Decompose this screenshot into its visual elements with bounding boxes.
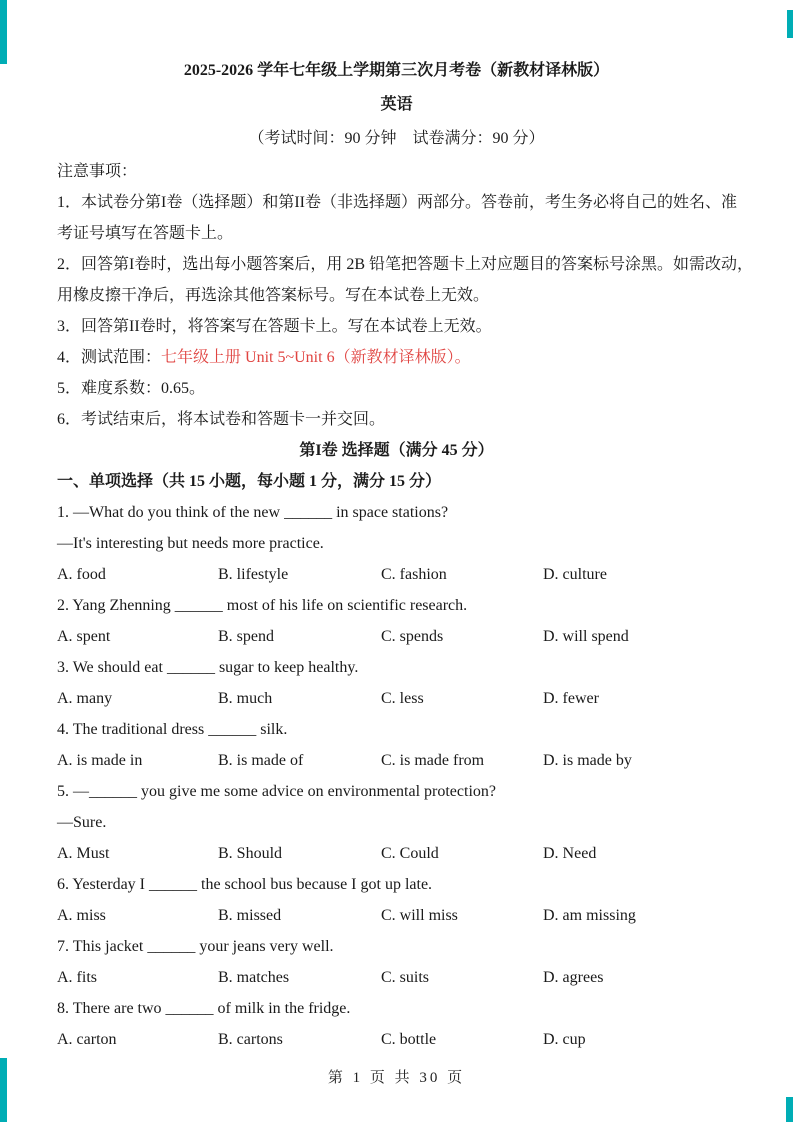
option-a: A. many xyxy=(57,690,113,707)
option-d: D. fewer xyxy=(543,690,599,707)
note-1-line-1: 1．本试卷分第I卷（选择题）和第II卷（非选择题）两部分。答卷前，考生务必将自己的姓名、准 xyxy=(57,194,737,211)
option-d: D. agrees xyxy=(543,969,604,986)
note-4-scope-highlight: 七年级上册 Unit 5~Unit 6（新教材译林版）。 xyxy=(161,349,471,366)
option-b: B. cartons xyxy=(218,1031,283,1048)
note-3: 3．回答第II卷时，将答案写在答题卡上。写在本试卷上无效。 xyxy=(57,318,492,335)
option-b: B. matches xyxy=(218,969,290,986)
option-a: A. spent xyxy=(57,628,111,645)
edge-mark-bottom-right xyxy=(786,1097,793,1122)
option-a: A. fits xyxy=(57,969,97,986)
multiple-choice-heading: 一、单项选择（共 15 小题，每小题 1 分，满分 15 分） xyxy=(57,473,442,490)
option-a: A. food xyxy=(57,566,106,583)
question-stem: 8. There are two ______ of milk in the fridge. xyxy=(57,1000,351,1017)
note-1-line-2: 考证号填写在答题卡上。 xyxy=(57,225,234,242)
question-stem: 2. Yang Zhenning ______ most of his life on scientific research. xyxy=(57,597,468,614)
note-2-line-2: 用橡皮擦干净后，再选涂其他答案标号。写在本试卷上无效。 xyxy=(57,287,490,304)
option-b: B. much xyxy=(218,690,273,707)
note-4 xyxy=(57,342,736,373)
option-a: A. is made in xyxy=(57,752,143,769)
option-d: D. cup xyxy=(543,1031,586,1048)
option-c: C. fashion xyxy=(381,566,447,583)
option-a: A. Must xyxy=(57,845,110,862)
option-c: C. will miss xyxy=(381,907,458,924)
option-b: B. Should xyxy=(218,845,283,862)
question-options xyxy=(57,745,736,776)
option-c: C. Could xyxy=(381,845,439,862)
question-options xyxy=(57,900,736,931)
part1-section-header: 第I卷 选择题（满分 45 分） xyxy=(299,442,494,459)
option-b: B. spend xyxy=(218,628,274,645)
question-stem: 6. Yesterday I ______ the school bus because I got up late. xyxy=(57,876,433,893)
option-d: D. Need xyxy=(543,845,597,862)
notes-heading: 注意事项： xyxy=(57,163,138,180)
question-8 xyxy=(57,993,736,1055)
note-2-line-1: 2．回答第I卷时，选出每小题答案后，用 2B 铅笔把答题卡上对应题目的答案标号涂黑。如需改动， xyxy=(57,256,754,273)
question-stem: 5. —______ you give me some advice on environmental protection? xyxy=(57,783,496,800)
question-7 xyxy=(57,931,736,993)
subject-title: 英语 xyxy=(380,96,413,113)
option-b: B. lifestyle xyxy=(218,566,289,583)
question-5 xyxy=(57,776,736,869)
option-c: C. is made from xyxy=(381,752,485,769)
edge-mark-top-right xyxy=(787,10,793,38)
note-4-prefix: 4．测试范围： xyxy=(57,349,162,366)
question-6 xyxy=(57,869,736,931)
note-6: 6．考试结束后，将本试卷和答题卡一并交回。 xyxy=(57,411,386,428)
question-stem: 3. We should eat ______ sugar to keep healthy. xyxy=(57,659,359,676)
question-options xyxy=(57,1024,736,1055)
question-reply: —Sure. xyxy=(57,814,107,831)
question-stem: 4. The traditional dress ______ silk. xyxy=(57,721,288,738)
option-c: C. suits xyxy=(381,969,430,986)
option-c: C. less xyxy=(381,690,424,707)
question-stem: 1. —What do you think of the new ______ in space stations? xyxy=(57,504,449,521)
question-options xyxy=(57,838,736,869)
document-body xyxy=(57,0,754,1055)
option-b: B. missed xyxy=(218,907,282,924)
question-2 xyxy=(57,590,736,652)
question-options xyxy=(57,683,736,714)
exam-info: （考试时间：90 分钟 试卷满分：90 分） xyxy=(248,130,545,147)
question-options xyxy=(57,559,736,590)
edge-mark-top-left xyxy=(0,0,7,64)
option-d: D. is made by xyxy=(543,752,632,769)
question-1 xyxy=(57,497,736,590)
option-c: C. bottle xyxy=(381,1031,437,1048)
option-b: B. is made of xyxy=(218,752,304,769)
note-5: 5．难度系数：0.65。 xyxy=(57,380,206,397)
option-a: A. carton xyxy=(57,1031,117,1048)
option-a: A. miss xyxy=(57,907,106,924)
question-reply: —It's interesting but needs more practice. xyxy=(57,535,324,552)
option-d: D. will spend xyxy=(543,628,629,645)
question-options xyxy=(57,621,736,652)
option-d: D. culture xyxy=(543,566,607,583)
question-stem: 7. This jacket ______ your jeans very well. xyxy=(57,938,334,955)
question-options xyxy=(57,962,736,993)
question-3 xyxy=(57,652,736,714)
page-title: 2025-2026 学年七年级上学期第三次月考卷（新教材译林版） xyxy=(183,62,610,79)
option-c: C. spends xyxy=(381,628,444,645)
question-4 xyxy=(57,714,736,776)
page-footer: 第 1 页 共 30 页 xyxy=(327,1070,466,1086)
option-d: D. am missing xyxy=(543,907,636,924)
